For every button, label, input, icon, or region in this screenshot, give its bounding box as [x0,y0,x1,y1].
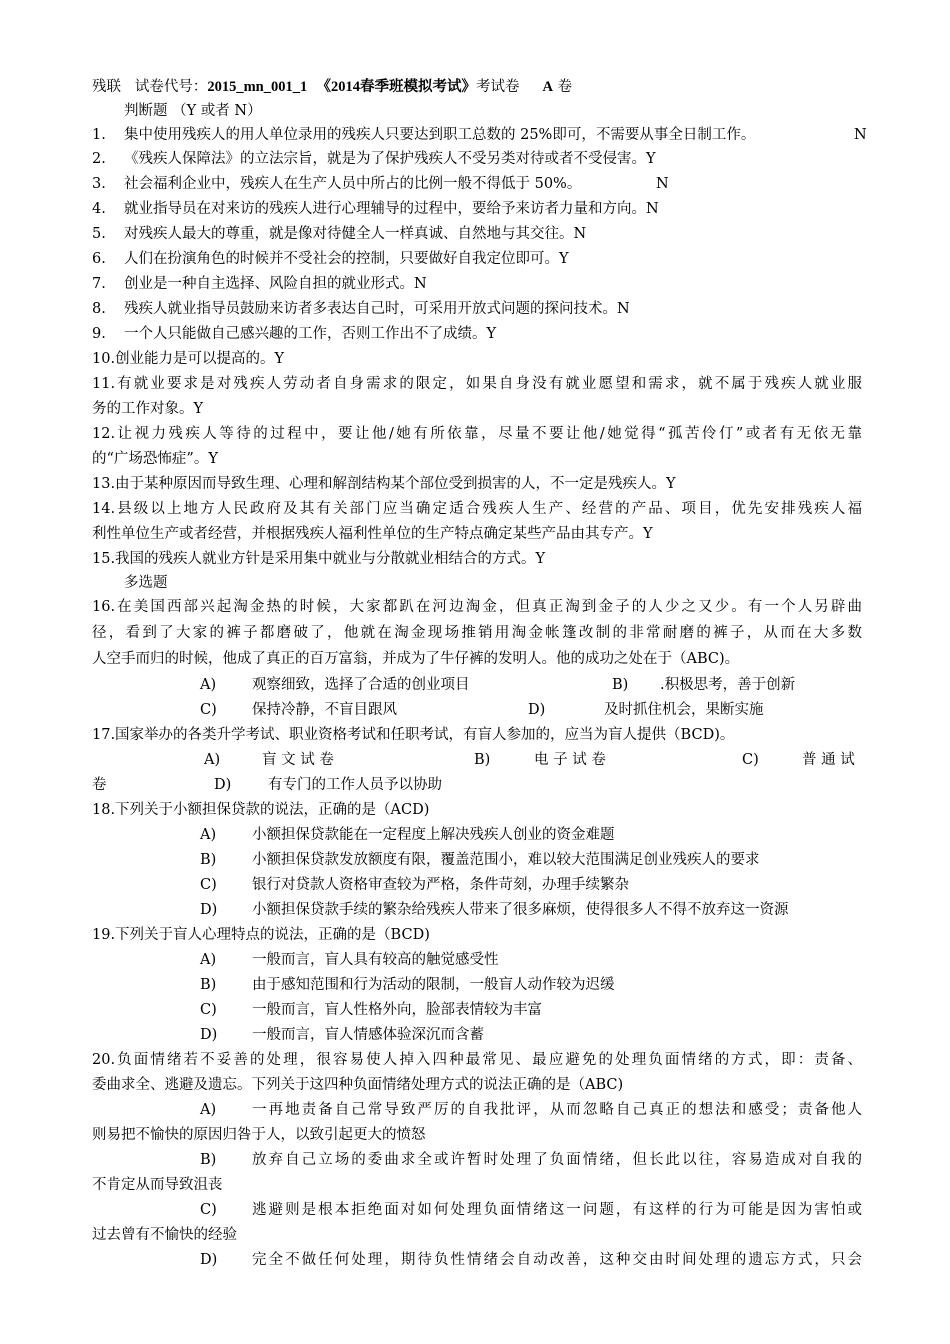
option-label: C) [200,1002,217,1018]
option-text-cont: 不肯定从而导致沮丧 [92,1177,223,1193]
list-item-text: 《残疾人保障法》的立法宗旨，就是为了保护残疾人不受另类对待或者不受侵害。Y [124,151,656,167]
option-text: 小额担保贷款手续的繁杂给残疾人带来了很多麻烦，使得很多人不得不放弃这一资源 [252,902,789,918]
q12-line1: 12.让视力残疾人等待的过程中，要让他/她有所依靠，尽量不要让他/她觉得“孤苦伶仃”或者有无依无靠 [92,426,862,442]
list-item: 10.创业能力是可以提高的。Y [92,351,285,367]
q17-stem: 17.国家举办的各类升学考试、职业资格考试和任职考试，有盲人参加的，应当为盲人提供（BCD)。 [92,727,735,743]
multi-heading: 多选题 [124,575,168,591]
header-suffix: 考试卷 [475,79,520,95]
list-item: 8. [92,301,106,317]
option-label: B) [200,1152,217,1168]
option-label: C) [742,752,759,768]
option-text: 一般而言，盲人性格外向，脸部表情较为丰富 [252,1002,542,1018]
option-text: 保持冷静，不盲目跟风 [252,702,397,718]
q12-line2: 的“广场恐怖症”。Y [92,451,218,467]
judgment-heading: 判断题 （Y 或者 N） [124,103,262,119]
option-label: B) [200,852,217,868]
option-label: A) [200,952,217,968]
header-org: 残联 [92,79,121,95]
option-text: 由于感知范围和行为活动的限制，一般盲人动作较为迟缓 [252,977,615,993]
option-text: 电 子 试 卷 [534,752,606,768]
q16-line1: 16.在美国西部兴起淘金热的时候，大家都趴在河边淘金，但真正淘到金子的人少之又少。有一个人另辟曲 [92,599,862,615]
q13: 13.由于某种原因而导致生理、心理和解剖结构某个部位受到损害的人，不一定是残疾人。Y [92,476,676,492]
list-item: 4. [92,201,106,217]
option-label: C) [200,1202,217,1218]
option-text: 逃避则是根本拒绝面对如何处理负面情绪这一问题，有这样的行为可能是因为害怕或 [252,1202,862,1218]
q19-stem: 19.下列关于盲人心理特点的说法，正确的是（BCD) [92,927,430,943]
list-item: 3. [92,176,106,192]
list-item: 7. [92,276,106,292]
option-label: A) [200,827,217,843]
q20-line1: 20.负面情绪若不妥善的处理，很容易使人掉入四种最常见、最应避免的处理负面情绪的方式，即：责备、 [92,1052,862,1068]
answer-label: N [854,127,867,143]
option-label: B) [612,677,629,693]
answer-label: N [656,176,669,192]
option-text: 完全不做任何处理，期待负性情绪会自动改善，这种交由时间处理的遗忘方式，只会 [252,1252,862,1268]
option-text-cont: 则易把不愉快的原因归咎于人，以致引起更大的愤怒 [92,1127,426,1143]
option-label: C) [200,702,217,718]
header-code-label: 试卷代号： [134,79,208,95]
list-item-text: 残疾人就业指导员鼓励来访者多表达自己时，可采用开放式问题的探问技术。N [124,301,630,317]
option-text: 银行对贷款人资格审查较为严格，条件苛刻，办理手续繁杂 [252,877,629,893]
option-text: 小额担保贷款发放额度有限，覆盖范围小，难以较大范围满足创业残疾人的要求 [252,852,760,868]
header-version-suffix: 卷 [557,79,573,95]
exam-header [92,78,572,96]
option-text: 盲 文 试 卷 [262,752,334,768]
list-item: 1. [92,127,106,143]
option-label: B) [200,977,217,993]
q16-line3: 人空手而归的时候，他成了真正的百万富翁，并成为了牛仔裤的发明人。他的成功之处在于（ABC)。 [92,651,740,667]
header-code: 2015_mn_001_1 [207,79,308,95]
list-item-text: 对残疾人最大的尊重，就是像对待健全人一样真诚、自然地与其交往。N [124,226,587,242]
option-label: B) [474,752,491,768]
option-label: C) [200,877,217,893]
list-item-text: 集中使用残疾人的用人单位录用的残疾人只要达到职工总数的 25%即可，不需要从事全日制工作。 [124,127,756,143]
option-text: .积极思考，善于创新 [660,677,796,693]
list-item: 2. [92,151,106,167]
list-item-text: 创业是一种自主选择、风险自担的就业形式。N [124,276,427,292]
q15: 15.我国的残疾人就业方针是采用集中就业与分散就业相结合的方式。Y [92,551,546,567]
option-label: A) [200,1102,217,1118]
option-label: A) [200,677,217,693]
option-text: 一再地责备自己常导致严厉的自我批评，从而忽略自己真正的想法和感受；责备他人 [252,1102,862,1118]
list-item-text: 就业指导员在对来访的残疾人进行心理辅导的过程中，要给予来访者力量和方向。N [124,201,659,217]
q20-line2: 委曲求全、逃避及遗忘。下列关于这四种负面情绪处理方式的说法正确的是（ABC) [92,1077,624,1093]
list-item: 5. [92,226,106,242]
q18-stem: 18.下列关于小额担保贷款的说法，正确的是（ACD) [92,802,430,818]
option-text: 一般而言，盲人具有较高的触觉感受性 [252,952,499,968]
option-text: 有专门的工作人员予以协助 [268,777,442,793]
list-item-text: 社会福利企业中，残疾人在生产人员中所占的比例一般不得低于 50%。 [124,176,582,192]
list-item: 6. [92,251,106,267]
list-item-text: 一个人只能做自己感兴趣的工作，否则工作出不了成绩。Y [124,326,497,342]
q11-line2: 务的工作对象。Y [92,401,204,417]
option-label: D) [528,702,546,718]
option-text: 观察细致，选择了合适的创业项目 [252,677,470,693]
option-label: D) [200,902,218,918]
option-label: D) [200,1252,218,1268]
option-text: 及时抓住机会，果断实施 [604,702,764,718]
option-label: D) [214,777,232,793]
list-item-text: 人们在扮演角色的时候并不受社会的控制，只要做好自我定位即可。Y [124,251,569,267]
q14-line1: 14.县级以上地方人民政府及其有关部门应当确定适合残疾人生产、经营的产品、项目，优先安排残疾人福 [92,501,862,517]
option-text: 放弃自己立场的委曲求全或许暂时处理了负面情绪，但长此以往，容易造成对自我的 [252,1152,862,1168]
q14-line2: 利性单位生产或者经营，并根据残疾人福利性单位的生产特点确定某些产品由其专产。Y [92,526,653,542]
q16-line2: 径，看到了大家的裤子都磨破了，他就在淘金现场推销用淘金帐篷改制的非常耐磨的裤子，从而在大多数 [92,625,862,641]
list-item: 9. [92,326,106,342]
option-label: A) [204,752,221,768]
option-text-cont: 过去曾有不愉快的经验 [92,1227,237,1243]
option-text: 小额担保贷款能在一定程度上解决残疾人创业的资金难题 [252,827,615,843]
option-text-cont: 卷 [92,777,107,793]
q11-line1: 11.有就业要求是对残疾人劳动者自身需求的限定，如果自身没有就业愿望和需求，就不属于残疾人就业服 [92,376,862,392]
option-text: 普 通 试 [802,752,855,768]
header-title: 《2014春季班模拟考试》 [316,79,476,95]
option-text: 一般而言，盲人情感体验深沉而含蓄 [252,1027,484,1043]
option-label: D) [200,1027,218,1043]
header-version: A [542,79,553,95]
